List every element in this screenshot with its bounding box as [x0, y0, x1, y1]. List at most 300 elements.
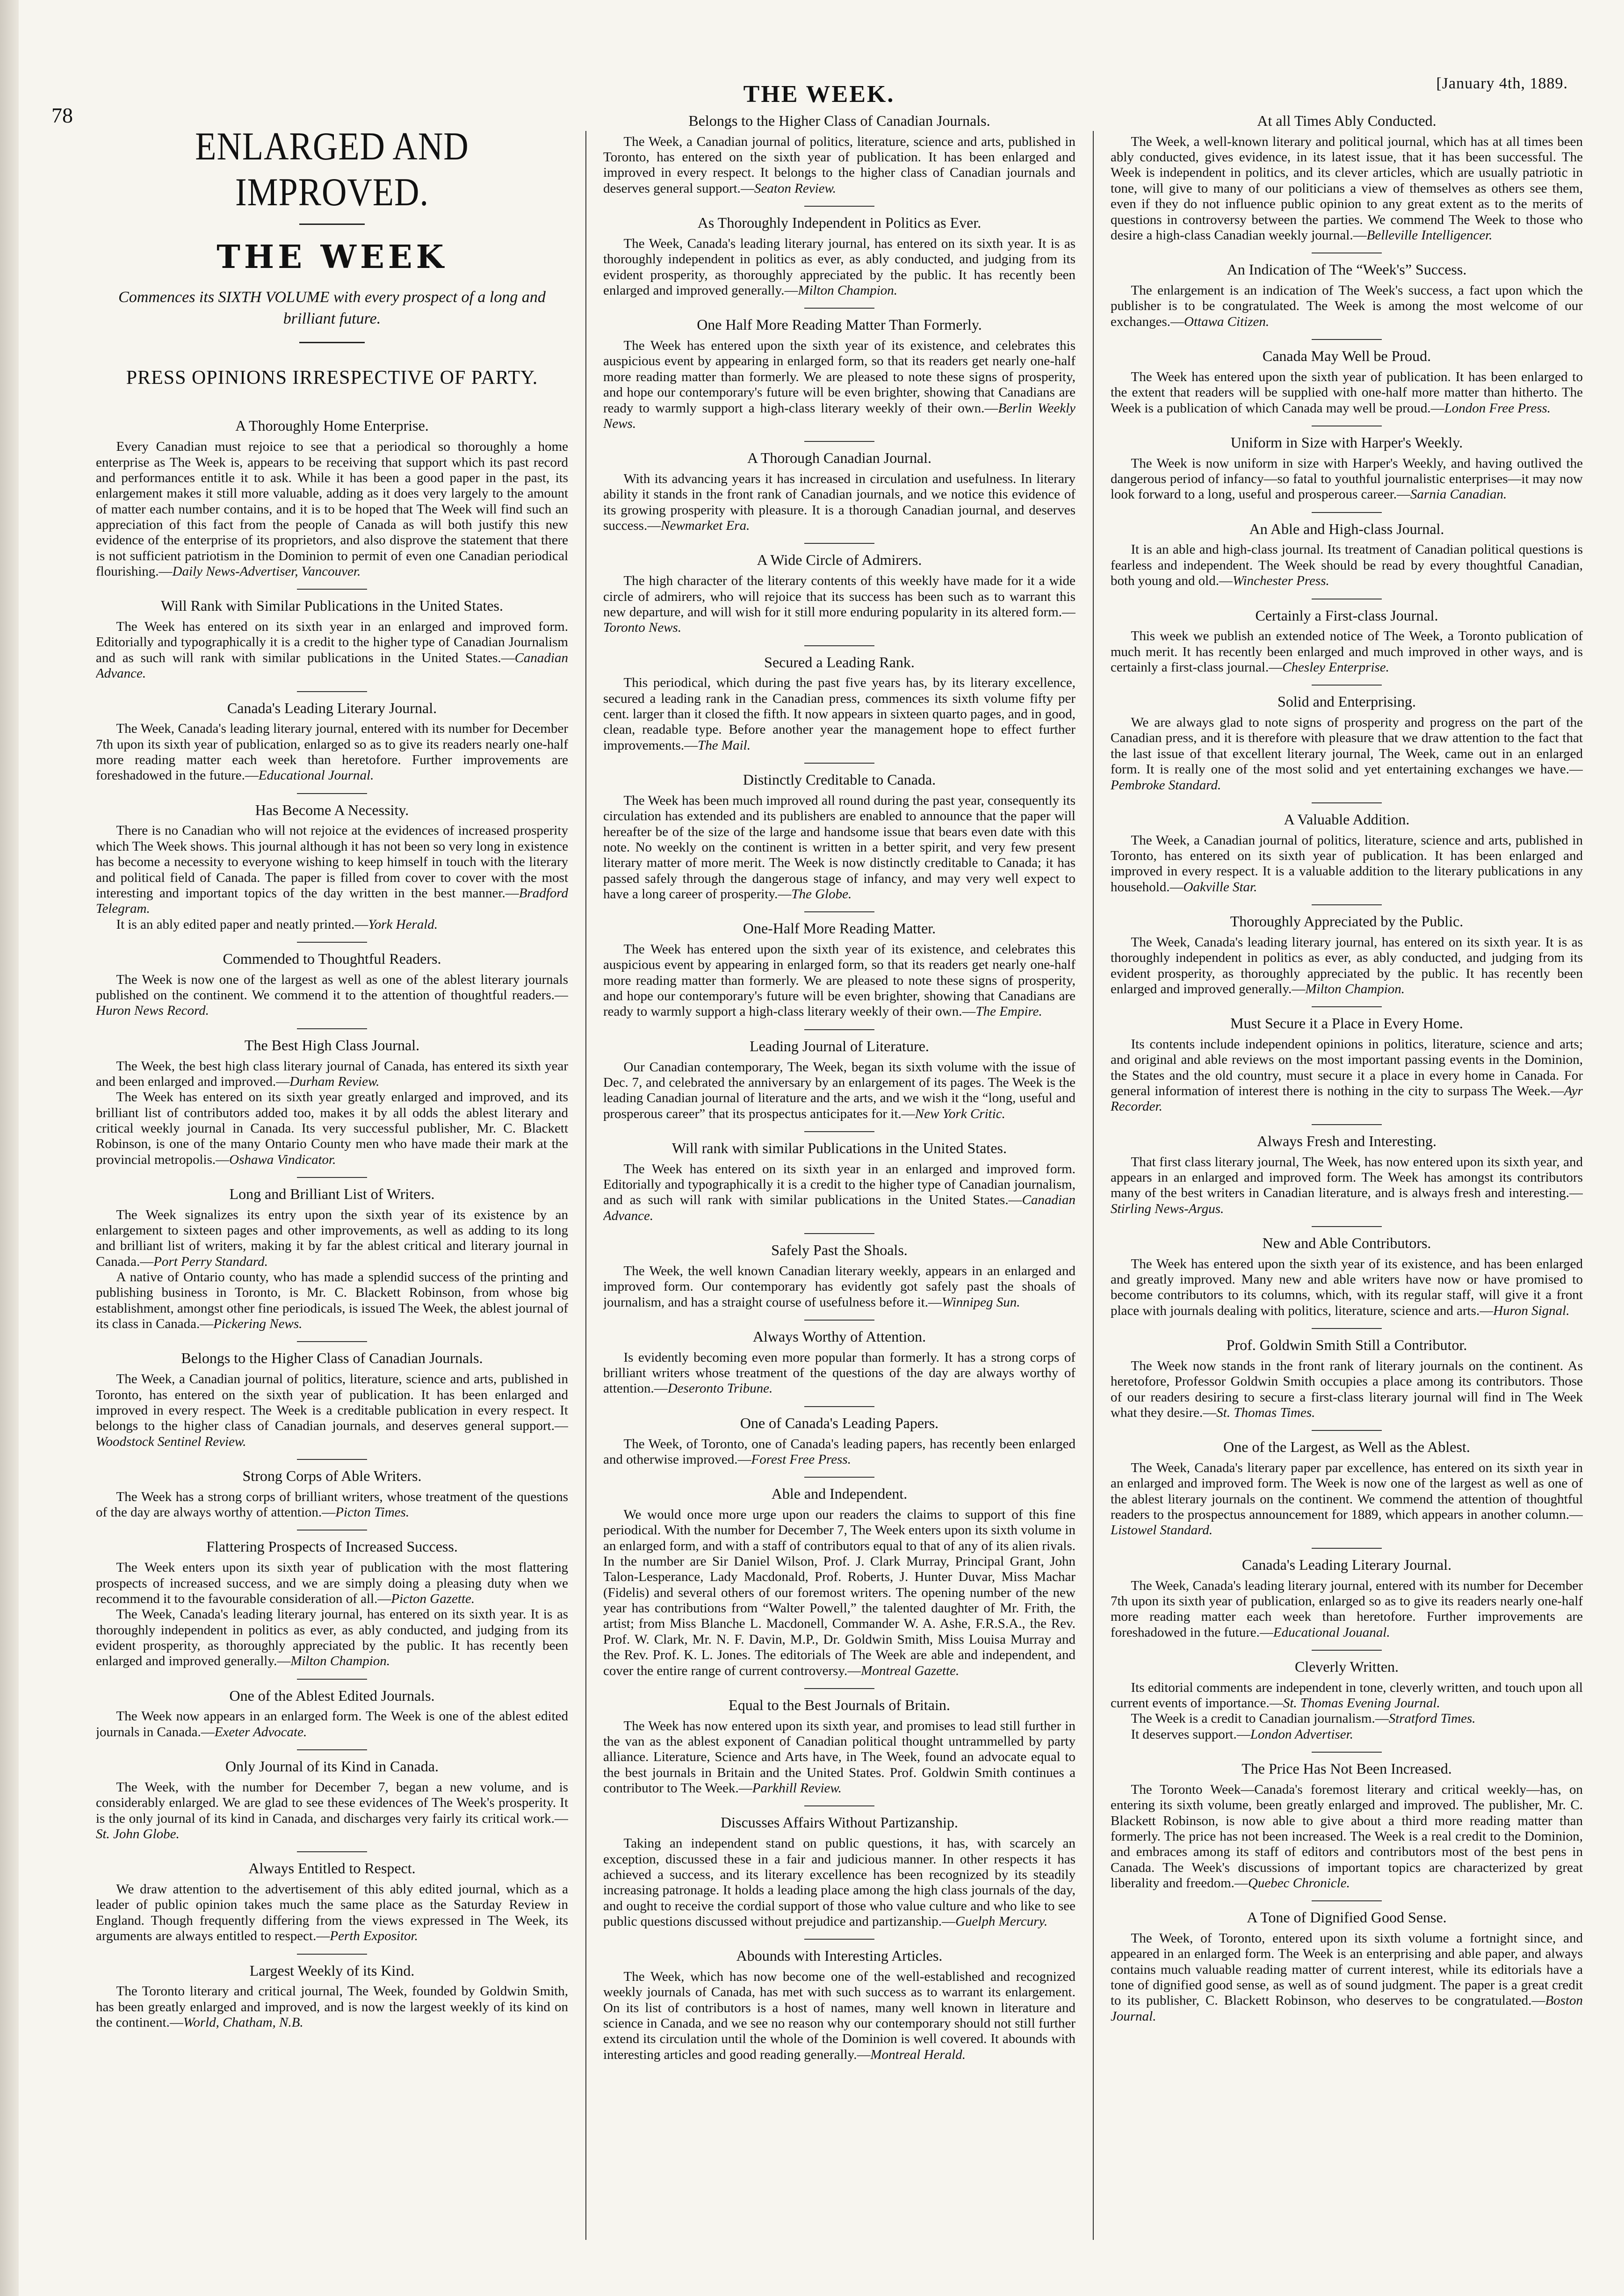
article: [603, 1485, 1075, 1679]
article-divider: [297, 1341, 367, 1342]
page-spine-shadow: [0, 0, 19, 2296]
article-headline: Abounds with Interesting Articles.: [736, 1947, 943, 1964]
article: [96, 801, 568, 932]
article-divider: [1312, 1006, 1382, 1007]
article-text: The Week has entered on its sixth year greatly enlarged and improved, and its brilliant list of contributors added too, makes it by all odds the ablest literary and critical weekly journal in Canada. Its very successful publisher, Mr. C. Blackett Robinson, is one of the many Ontario County men who have made their mark at the provincial metropolis.: [96, 1090, 568, 1167]
article-headline: Commended to Thoughtful Readers.: [223, 950, 441, 967]
article-divider: [297, 1530, 367, 1531]
article-body: The Week, Canada's leading literary journal, has entered on its sixth year. It is as thoroughly independent in politics as ever, as ably conducted, and judging from its evident prosperity, as thoroughly appreciated by the public. It has recently been enlarged and improved generally.—Milton Champion.: [96, 1607, 568, 1669]
enlarged-headline: ENLARGED AND IMPROVED.: [195, 124, 469, 215]
article-text: The Week has entered upon the sixth year of its existence, and celebrates this auspicious event by appearing in enlarged form, so that its readers get nearly one-half more reading matter than formerly. We are pleased to note these signs of prosperity, and hope our contemporary's future will be even brighter, showing that Canadians are ready to warmly support a high-class literary weekly of their own.: [603, 942, 1075, 1019]
article-source: New York Critic.: [915, 1106, 1005, 1121]
article-body: We are always glad to note signs of prosperity and progress on the part of the Canadian press, and it is therefore with pleasure that we draw attention to the fact that the last issue of that excellent literary journal, The Week, came out in an enlarged form. It is really one of the most solid and yet entertaining exchanges we have.—Pembroke Standard.: [1111, 715, 1583, 793]
article-source: St. Thomas Times.: [1216, 1405, 1315, 1420]
article-text: The Week, a Canadian journal of politics, literature, science and arts, published in Toronto, has entered on its sixth year of publication. It has been enlarged and improved in every respect. It is a valuable addition to the literary publications in any household.: [1111, 832, 1583, 895]
article-source: The Empire.: [975, 1004, 1042, 1019]
article-divider: [804, 1320, 874, 1321]
article: [603, 1814, 1075, 1929]
article-source: Milton Champion.: [290, 1653, 390, 1669]
the-week-wordmark: THE WEEK: [217, 238, 448, 276]
article-text: The Week, a well-known literary and political journal, which has at all times been ably conducted, gives evidence, in its latest issue, that it has been successful. The Week is independent in politics, and its clever articles, which are usually patriotic in tone, will give to many of our politicians a view of themselves as others see them, even if they do not influence public opinion to any great extent as to the merits of questions in controversy between the parties. We commend The Week to those who desire a high-class Canadian weekly journal.: [1111, 134, 1583, 243]
article-headline: Uniform in Size with Harper's Weekly.: [1230, 433, 1463, 451]
article-headline: Able and Independent.: [771, 1485, 908, 1502]
article: [603, 316, 1075, 432]
article-divider: [1312, 339, 1382, 340]
article-body: The Week has entered on its sixth year in an enlarged and improved form. Editorially and typographically it is a credit to the higher type of Canadian Journalism and as such will rank with similar publications in the United States.—Canadian Advance.: [96, 619, 568, 681]
article-text: The Week has now entered upon its sixth year, and promises to lead still further in the van as the ablest exponent of Canadian political thought untrammelled by party alliance. Literature, Science and Arts have, in The Week, found an advocate equal to the best journals in Britain and the United States. Prof. Goldwin Smith continues a contributor to The Week.: [603, 1718, 1075, 1796]
article: [1111, 693, 1583, 793]
article: [603, 654, 1075, 754]
article-headline: The Price Has Not Been Increased.: [1241, 1760, 1452, 1777]
article-divider: [804, 1805, 874, 1806]
article-source: Quebec Chronicle.: [1248, 1875, 1350, 1891]
article-divider: [297, 1851, 367, 1852]
article-source: Huron News Record.: [96, 1003, 209, 1018]
article-body: The Week, of Toronto, one of Canada's leading papers, has recently been enlarged and otherwise improved.—Forest Free Press.: [603, 1436, 1075, 1467]
article-source: Educational Journal.: [258, 768, 374, 783]
article-divider: [297, 589, 367, 590]
page-number: 78: [51, 103, 73, 127]
article-body: The Week now appears in an enlarged form. The Week is one of the ablest edited journals in Canada.—Exeter Advocate.: [96, 1709, 568, 1740]
article-headline: A Thorough Canadian Journal.: [747, 449, 931, 467]
article: [603, 1328, 1075, 1397]
article: [1111, 913, 1583, 997]
article-divider: [297, 1177, 367, 1178]
article: [96, 417, 568, 579]
article-text: We would once more urge upon our readers the claims to support of this fine periodical. With the number for December 7, The Week enters upon its sixth volume in an enlarged form, and with a staff of contributors equal to that of any of its alien rivals. In the number are Sir Daniel Wilson, Prof. J. Clark Murray, Principal Grant, John Talon-Lesperance, Lady Macdonald, Prof. Roberts, J. Hunter Duvar, Miss Machar (Fidelis) and several others of our foremost writers. The opening number of the new year has contributions from “Walter Powell,” the talented daughter of Mr. Frith, the artist; from Miss Blanche L. Macdonell, Commander W. A. Ashe, F.R.S.A., the Rev. Prof. W. Clark, Mr. N. F. Davin, M.P., Dr. Goldwin Smith, Miss Louisa Murray and the Rev. Prof. K. L. Jones. The editorials of The Week are able and independent, and cover the entire range of current controversy.: [603, 1507, 1075, 1678]
article: [603, 551, 1075, 635]
article-headline: Only Journal of its Kind in Canada.: [225, 1758, 439, 1775]
issue-date: [January 4th, 1889.: [1436, 75, 1568, 92]
article: [1111, 1760, 1583, 1891]
article-body: The Toronto literary and critical journal, The Week, founded by Goldwin Smith, has been greatly enlarged and improved, and is now the largest weekly of its kind on the continent.—World, Chatham, N.B.: [96, 1984, 568, 2030]
article-text: It deserves support.: [1131, 1726, 1237, 1742]
article-body: The Week has entered upon the sixth year of its existence, and celebrates this auspicious event by appearing in enlarged form, so that its readers get nearly one-half more reading matter than formerly. We are pleased to note these signs of prosperity, and hope our contemporary's future will be even brighter, showing that Canadians are ready to warmly support a high-class literary weekly of their own.—The Empire.: [603, 942, 1075, 1019]
article-text: The Week, Canada's leading literary journal, entered with its number for December 7th upon its sixth year of publication, enlarged so as to give its readers nearly one-half more reading matter each week than heretofore. Further improvements are foreshadowed in the future.: [1111, 1578, 1583, 1640]
article-source: London Advertiser.: [1250, 1726, 1354, 1742]
article-body: The Week, Canada's literary paper par excellence, has entered on its sixth year in an enlarged and improved form. The Week is now one of the largest as well as one of the ablest literary journals on the continent. We commend the attention of thoughtful readers to the prospectus announcement for 1889, which appears in another column.—Listowel Standard.: [1111, 1460, 1583, 1538]
article-divider: [297, 1679, 367, 1680]
article: [1111, 261, 1583, 330]
article-divider: [804, 1406, 874, 1407]
article-headline: The Best High Class Journal.: [244, 1036, 420, 1054]
article-divider: [804, 1688, 874, 1689]
article-headline: Belongs to the Higher Class of Canadian Journals.: [181, 1350, 483, 1367]
article: [1111, 434, 1583, 503]
article-body: The high character of the literary contents of this weekly have made for it a wide circle of admirers, who will rejoice that its success has been such as to warrant this new departure, and will wish for it still more enduring popularity in its altered form.—Toronto News.: [603, 573, 1075, 635]
article-divider: [297, 1954, 367, 1955]
column-2-articles: [603, 112, 1075, 2063]
article: [96, 1037, 568, 1168]
article-headline: Equal to the Best Journals of Britain.: [729, 1696, 950, 1713]
article: [603, 771, 1075, 902]
article-divider: [804, 1477, 874, 1478]
article-divider: [804, 308, 874, 309]
article-text: This week we publish an extended notice of The Week, a Toronto publication of much merit. It has recently been enlarged and much improved in other ways, and is certainly a first-class journal.: [1111, 628, 1583, 675]
column-rule: [585, 131, 586, 2240]
article-headline: Leading Journal of Literature.: [750, 1037, 929, 1054]
article-source: Stratford Times.: [1388, 1711, 1476, 1726]
article: [1111, 1438, 1583, 1538]
article-text: The enlargement is an indication of The Week's success, a fact upon which the publisher is to be congratulated. The Week is among the most welcome of our exchanges.: [1111, 283, 1583, 329]
article-text: It is an ably edited paper and neatly printed.: [116, 917, 355, 932]
article-body: A native of Ontario county, who has made a splendid success of the printing and publishing business in Toronto, is Mr. C. Blackett Robinson, from whose big establishment, amongst other fine periodicals, is issued The Week, the ablest journal of its class in Canada.—Pickering News.: [96, 1270, 568, 1332]
article-divider: [804, 441, 874, 442]
article-text: The Week, with the number for December 7, began a new volume, and is considerably enlarged. We are glad to see these evidences of The Week's prosperity. It is the only journal of its kind in Canada, and discharges very fairly its critical work.: [96, 1779, 568, 1826]
article-text: The Week, Canada's leading literary journal, has entered on its sixth year. It is as thoroughly independent in politics as ever, as ably conducted, and judging from its evident prosperity, as thoroughly appreciated by the public. It has recently been enlarged and improved generally.: [603, 236, 1075, 298]
article-text: The Week has entered upon the sixth year of its existence, and celebrates this auspicious event by appearing in enlarged form, so that its readers get nearly one-half more reading matter than formerly. We are pleased to note these signs of prosperity, and hope our contemporary's future will be even brighter, showing that Canadians are ready to warmly support a high-class literary weekly of their own.: [603, 338, 1075, 416]
article-text: The Week, the well known Canadian literary weekly, appears in an enlarged and improved form. Our contemporary has evidently got safely past the shoals of journalism, and has a straight course of usefulness before it.: [603, 1263, 1075, 1310]
article-body: The Week signalizes its entry upon the sixth year of its existence by an enlargement to sixteen pages and other improvements, as well as adding to its long and brilliant list of writers, making it by far the ablest critical and literary journal in Canada.—Port Perry Standard.: [96, 1207, 568, 1269]
article: [96, 1687, 568, 1740]
article: [96, 1538, 568, 1669]
article-text: Is evidently becoming even more popular than formerly. It has a strong corps of brilliant writers whose treatment of the questions of the day are always worthy of attention.: [603, 1350, 1075, 1396]
article-headline: Must Secure it a Place in Every Home.: [1230, 1015, 1463, 1032]
article: [603, 1415, 1075, 1467]
article: [1111, 811, 1583, 895]
article-text: The Week, Canada's literary paper par excellence, has entered on its sixth year in an enlarged and improved form. The Week is now one of the largest as well as one of the ablest literary journals on the continent. We commend the attention of thoughtful readers to the prospectus announcement for 1889, which appears in another column.: [1111, 1460, 1583, 1523]
article-source: St. Thomas Evening Journal.: [1283, 1696, 1440, 1711]
article-body: The Week, Canada's leading literary journal, has entered on its sixth year. It is as thoroughly independent in politics as ever, as ably conducted, and judging from its evident prosperity, as thoroughly appreciated by the public. It has recently been enlarged and improved generally.—Milton Champion.: [1111, 934, 1583, 996]
article-divider: [804, 1233, 874, 1234]
article-text: The Week has been much improved all round during the past year, consequently its circulation has extended and its publishers are enabled to announce that the paper will hereafter be of the size of the large and handsome issue that bears even date with this note. No weekly on the continent is written in a better spirit, and very few present literary matter of more merit. The Week is now distinctly creditable to Canada; it has passed safely through the dangerous stage of infancy, and may very well expect to have a long career of prosperity.: [603, 793, 1075, 902]
article-headline: Canada May Well be Proud.: [1262, 347, 1431, 365]
article-source: Montreal Gazette.: [861, 1663, 960, 1678]
article-source: Berlin Weekly News.: [603, 400, 1075, 431]
article-text: The Week, which has now become one of the well-established and recognized weekly journals of Canada, has met with such success as to warrant its enlargement. On its list of contributors is a host of names, many well known in literature and science in Canada, and we see no reason why our contemporary should not still further extend its circulation until the whole of the Dominion is well covered. It abounds with interesting articles and good reading generally.: [603, 1969, 1075, 2062]
article-body: The Week, Canada's leading literary journal, entered with its number for December 7th upon its sixth year of publication, enlarged so as to give its readers nearly one-half more reading matter each week than heretofore. Further improvements are foreshadowed in the future.—Educational Journal.: [96, 721, 568, 783]
article-text: The Week, the best high class literary journal of Canada, has entered its sixth year and been enlarged and improved.: [96, 1058, 568, 1089]
article-headline: As Thoroughly Independent in Politics as Ever.: [697, 214, 982, 231]
article-source: Educational Jouanal.: [1273, 1625, 1390, 1640]
article-divider: [297, 1459, 367, 1460]
article: [603, 1242, 1075, 1310]
article: [96, 1350, 568, 1450]
article-headline: An Indication of The “Week's” Success.: [1227, 261, 1467, 278]
section-heading: PRESS OPINIONS IRRESPECTIVE OF PARTY.: [126, 367, 538, 389]
article-text: Its editorial comments are independent in tone, cleverly written, and touch upon all current events of importance.: [1111, 1680, 1583, 1711]
article-source: Canadian Advance.: [603, 1192, 1075, 1223]
article-source: Pickering News.: [213, 1316, 303, 1332]
article-text: There is no Canadian who will not rejoice at the evidences of increased prosperity which The Week shows. This journal although it has not been so very long in existence has become a necessity to everyone wishing to keep himself in touch with the literary and political field of Canada. The paper is filled from cover to cover with the most interesting and important topics of the day written in the best manner.: [96, 823, 568, 901]
article-headline: A Wide Circle of Admirers.: [757, 551, 922, 569]
article-body: Every Canadian must rejoice to see that a periodical so thoroughly a home enterprise as The Week is, appears to be receiving that support which its past record and performances entitle it to ask. While it has been a good paper in the past, its enlargement makes it still more valuable, adding as it does very largely to the amount of matter each number contains, and it is to be hoped that The Week will find such an appreciation of this fact from the people of Canada as will both justify this new evidence of the enterprise of its proprietors, and also disprove the statement that there is not sufficient patriotism in the Dominion to permit of even one Canadian periodical flourishing.—Daily News-Advertiser, Vancouver.: [96, 439, 568, 579]
article: [96, 1962, 568, 2031]
article-source: Milton Champion.: [1305, 981, 1405, 996]
article-body: It is an able and high-class journal. Its treatment of Canadian political questions is fearless and independent. The Week should be read by every thoughtful Canadian, both young and old.—Winchester Press.: [1111, 542, 1583, 589]
article-headline: Always Entitled to Respect.: [248, 1860, 416, 1877]
article-headline: Long and Brilliant List of Writers.: [229, 1185, 435, 1202]
article-divider: [297, 793, 367, 794]
article-source: Belleville Intelligencer.: [1366, 227, 1493, 243]
article-body: It is an ably edited paper and neatly printed.—York Herald.: [116, 917, 438, 932]
article-headline: Distinctly Creditable to Canada.: [743, 771, 936, 788]
article: [1111, 1556, 1583, 1640]
article-divider: [804, 1939, 874, 1940]
article-text: The Week, a Canadian journal of politics, literature, science and arts, published in Toronto, has entered on the sixth year of publication. It has been enlarged and improved in every respect. It belongs to the higher class of Canadian journals and deserves general support.: [603, 134, 1075, 196]
article: [603, 449, 1075, 534]
article-text: It is an able and high-class journal. Its treatment of Canadian political questions is fearless and independent. The Week should be read by every thoughtful Canadian, both young and old.: [1111, 542, 1583, 589]
article-source: Picton Times.: [335, 1505, 410, 1520]
article-headline: Thoroughly Appreciated by the Public.: [1230, 913, 1464, 930]
article-headline: Discusses Affairs Without Partizanship.: [721, 1814, 958, 1831]
article-source: Picton Gazette.: [391, 1591, 475, 1606]
article-headline: One Half More Reading Matter Than Formerly.: [697, 316, 982, 333]
article-text: Every Canadian must rejoice to see that a periodical so thoroughly a home enterprise as The Week is, appears to be receiving that support which its past record and performances entitle it to ask. While it has been a good paper in the past, its enlargement makes it still more valuable, adding as it does very largely to the amount of matter each number contains, and it is to be hoped that The Week will find such an appreciation of this fact from the people of Canada as will both justify this new evidence of the enterprise of its proprietors, and also disprove the statement that there is not sufficient patriotism in the Dominion to permit of even one Canadian periodical flourishing.: [96, 439, 568, 579]
article: [96, 1185, 568, 1332]
article: [96, 1758, 568, 1842]
article-headline: Has Become A Necessity.: [255, 801, 409, 818]
article-text: The Toronto literary and critical journal, The Week, founded by Goldwin Smith, has been greatly enlarged and improved, and is now the largest weekly of its kind on the continent.: [96, 1984, 568, 2030]
article-text: The Week now stands in the front rank of literary journals on the continent. As heretofore, Professor Goldwin Smith occupies a place among its contributors. Those of our readers desiring to secure a first-class literary journal will find in The Week what they desire.: [1111, 1358, 1583, 1420]
article-headline: Always Fresh and Interesting.: [1257, 1132, 1436, 1149]
article-source: Exeter Advocate.: [214, 1724, 307, 1740]
article: [603, 1947, 1075, 2063]
article-body: The Week has now entered upon its sixth year, and promises to lead still further in the van as the ablest exponent of Canadian political thought untrammelled by party alliance. Literature, Science and Arts have, in The Week, found an advocate equal to the best journals in Britain and the United States. Prof. Goldwin Smith continues a contributor to The Week.—Parkhill Review.: [603, 1718, 1075, 1796]
masthead-tagline: Commences its SIXTH VOLUME with every prospect of a long and brilliant future.: [118, 289, 546, 328]
article-source: Oakville Star.: [1183, 879, 1257, 895]
article-headline: Solid and Enterprising.: [1278, 693, 1416, 710]
article-text: That first class literary journal, The Week, has now entered upon its sixth year, and appears in an enlarged and improved form. The Week has amongst its contributors many of the best writers in Canadian literature, and is always fresh and interesting.: [1111, 1154, 1583, 1201]
article-source: Winchester Press.: [1233, 573, 1329, 589]
article-body: The Week has entered upon the sixth year of its existence, and has been enlarged and greatly improved. Many new and able writers have now or have promised to become contributors to its columns, which, with its regular staff, will give it a front place with journals dealing with politics, literature, science and arts.—Huron Signal.: [1111, 1256, 1583, 1318]
article-divider: [804, 1029, 874, 1030]
article-text: Taking an independent stand on public questions, it has, with scarcely an exception, discussed these in a fair and judicious manner. In other respects it has achieved a success, and its literary excellence has been recognized by its steadily increasing patronage. It holds a leading place among the high class journals of the day, and ought to receive the cordial support of those who value culture and who like to see public questions discussed without prejudice and partizanship.: [603, 1836, 1075, 1929]
article-divider: [1312, 685, 1382, 686]
article-divider: [804, 911, 874, 912]
article-headline: A Valuable Addition.: [1284, 810, 1410, 828]
article-source: The Mail.: [698, 737, 751, 753]
article-headline: Certainly a First-class Journal.: [1255, 606, 1438, 624]
article-divider: [1312, 1650, 1382, 1651]
article: [1111, 112, 1583, 243]
article: [603, 214, 1075, 298]
article-headline: Will Rank with Similar Publications in the United States.: [161, 597, 503, 614]
column-2: [603, 108, 1075, 2245]
article: [603, 112, 1075, 196]
article-divider: [297, 1028, 367, 1029]
article-source: Winnipeg Sun.: [942, 1294, 1020, 1310]
article-text: The high character of the literary contents of this weekly have made for it a wide circle of admirers, who will rejoice that its success has been such as to warrant this new departure, and will wish for it still more enduring popularity in its altered form.: [603, 573, 1075, 620]
article-source: Milton Champion.: [798, 283, 897, 298]
article-text: The Week enters upon its sixth year of publication with the most flattering prospects of increased success, and we are simply doing a pleasing duty when we recommend it to the favourable consideration of all.: [96, 1560, 568, 1606]
article-text: The Week now appears in an enlarged form. The Week is one of the ablest edited journals in Canada.: [96, 1709, 568, 1740]
article-body: The Week, with the number for December 7, began a new volume, and is considerably enlarged. We are glad to see these evidences of The Week's prosperity. It is the only journal of its kind in Canada, and discharges very fairly its critical work.—St. John Globe.: [96, 1779, 568, 1841]
article-source: Canadian Advance.: [96, 650, 568, 681]
article-headline: Prof. Goldwin Smith Still a Contributor.: [1226, 1336, 1467, 1354]
article-body: This periodical, which during the past five years has, by its literary excellence, secured a leading rank in the Canadian press, commences its sixth volume fifty per cent. larger than it closed the fifth. It now appears in sixteen quarto pages, and in good, clean, readable type. Before another year the management hope to effect further improvements.—The Mail.: [603, 675, 1075, 753]
article-text: The Week, Canada's leading literary journal, has entered on its sixth year. It is as thoroughly independent in politics as ever, as ably conducted, and judging from its evident prosperity, as thoroughly appreciated by the public. It has recently been enlarged and improved generally.: [96, 1607, 568, 1669]
article-divider: [1312, 904, 1382, 905]
article-headline: Canada's Leading Literary Journal.: [1241, 1556, 1452, 1573]
article-divider: [1312, 802, 1382, 803]
article-headline: Will rank with similar Publications in the United States.: [672, 1139, 1007, 1156]
article-divider: [297, 1749, 367, 1750]
article-headline: Always Worthy of Attention.: [752, 1328, 926, 1345]
article: [1111, 1133, 1583, 1217]
article-body: Its editorial comments are independent in tone, cleverly written, and touch upon all current events of importance.—St. Thomas Evening Journal.: [1111, 1680, 1583, 1711]
article-divider: [1312, 1548, 1382, 1549]
article-body: The enlargement is an indication of The Week's success, a fact upon which the publisher is to be congratulated. The Week is among the most welcome of our exchanges.—Ottawa Citizen.: [1111, 283, 1583, 329]
article: [603, 1140, 1075, 1224]
article-source: Chesley Enterprise.: [1282, 660, 1389, 675]
article-source: York Herald.: [368, 917, 438, 932]
article: [603, 920, 1075, 1020]
article-body: The Week, the best high class literary journal of Canada, has entered its sixth year and been enlarged and improved.—Durham Review.: [96, 1058, 568, 1089]
article-body: The Week is a credit to Canadian journalism.—Stratford Times.: [1131, 1711, 1476, 1726]
article: [1111, 1015, 1583, 1115]
article-body: With its advancing years it has increased in circulation and usefulness. In literary ability it stands in the front rank of Canadian journals, and we notice this evidence of its growing prosperity with pleasure. It is a thorough Canadian journal, and deserves success.—Newmarket Era.: [603, 471, 1075, 534]
article-text: The Week is now uniform in size with Harper's Weekly, and having outlived the dangerous period of infancy—so fatal to youthful journalistic enterprises—it may now look forward to a long, useful and prosperous career.: [1111, 455, 1583, 502]
article-source: Boston Journal.: [1111, 1993, 1583, 2024]
article-source: Ottawa Citizen.: [1184, 314, 1270, 329]
article-body: The Week has a strong corps of brilliant writers, whose treatment of the questions of the day are always worthy of attention.—Picton Times.: [96, 1489, 568, 1520]
article: [1111, 1336, 1583, 1421]
article: [1111, 1235, 1583, 1319]
article-body: The Week is now one of the largest as well as one of the ablest literary journals published on the continent. We commend it to the attention of thoughtful readers.—Huron News Record.: [96, 972, 568, 1018]
article-body: The Toronto Week—Canada's foremost literary and critical weekly—has, on entering its sixth volume, been greatly enlarged and improved. The publisher, Mr. C. Blackett Robinson, is now able to give about a third more reading matter than formerly. The price has not been increased. The Week is a real credit to the Dominion, and embraces among its staff of editors and contributors most of the best pens in Canada. The Week's discussions of important topics are characterized by great liberality and freedom.—Quebec Chronicle.: [1111, 1782, 1583, 1891]
article-text: We are always glad to note signs of prosperity and progress on the part of the Canadian press, and it is therefore with pleasure that we draw attention to the fact that the last issue of that excellent literary journal, The Week, came out in an enlarged form. It is really one of the most solid and yet entertaining exchanges we have.: [1111, 715, 1583, 777]
article-divider: [297, 942, 367, 943]
article: [603, 1038, 1075, 1122]
article-text: The Week has entered on its sixth year in an enlarged and improved form. Editorially and typographically it is a credit to the higher type of Canadian Journalism and as such will rank with similar publications in the United States.: [96, 619, 568, 665]
article-headline: One-Half More Reading Matter.: [743, 920, 936, 937]
article-text: This periodical, which during the past five years has, by its literary excellence, secured a leading rank in the Canadian press, commences its sixth volume fifty per cent. larger than it closed the fifth. It now appears in sixteen quarto pages, and in good, clean, readable type. Before another year the management hope to effect further improvements.: [603, 675, 1075, 753]
article-headline: An Able and High-class Journal.: [1249, 520, 1444, 537]
article-body: The Week has entered upon the sixth year of publication. It has been enlarged to the extent that readers will be supplied with one-half more matter than hitherto. The Week is a publication of which Canada may well be proud.—London Free Press.: [1111, 369, 1583, 416]
article-divider: [297, 691, 367, 692]
article-body: That first class literary journal, The Week, has now entered upon its sixth year, and appears in an enlarged and improved form. The Week has amongst its contributors many of the best writers in Canadian literature, and is always fresh and interesting.—Stirling News-Argus.: [1111, 1154, 1583, 1216]
article-source: Oshawa Vindicator.: [229, 1152, 336, 1167]
article-source: Port Perry Standard.: [153, 1254, 268, 1269]
article-source: Toronto News.: [603, 620, 682, 635]
article-source: Huron Signal.: [1493, 1303, 1570, 1318]
masthead: [96, 124, 568, 389]
article-headline: New and Able Contributors.: [1262, 1234, 1431, 1251]
article: [96, 597, 568, 681]
column-1: [96, 108, 568, 2245]
article-text: The Week has a strong corps of brilliant writers, whose treatment of the questions of the day are always worthy of attention.: [96, 1489, 568, 1520]
article-headline: Cleverly Written.: [1294, 1658, 1399, 1675]
article-headline: One of the Ablest Edited Journals.: [229, 1687, 435, 1704]
article-body: The Week, Canada's leading literary journal, has entered on its sixth year. It is as thoroughly independent in politics as ever, as ably conducted, and judging from its evident prosperity, as thoroughly appreciated by the public. It has recently been enlarged and improved generally.—Milton Champion.: [603, 236, 1075, 298]
article-body: Is evidently becoming even more popular than formerly. It has a strong corps of brilliant writers whose treatment of the questions of the day are always worthy of attention.—Deseronto Tribune.: [603, 1350, 1075, 1396]
article-source: Perth Expositor.: [330, 1928, 418, 1944]
article-headline: One of Canada's Leading Papers.: [740, 1414, 939, 1431]
article-divider: [1312, 1430, 1382, 1431]
article-body: It deserves support.—London Advertiser.: [1131, 1726, 1354, 1742]
article-text: The Week has entered on its sixth year in an enlarged and improved form. Editorially and typographically it is a credit to the higher type of Canadian journalism, and as such will rank with similar publications in the United States.: [603, 1161, 1075, 1208]
article-headline: Safely Past the Shoals.: [771, 1242, 908, 1259]
article-source: Durham Review.: [289, 1074, 380, 1089]
article-body: Our Canadian contemporary, The Week, began its sixth volume with the issue of Dec. 7, and celebrated the anniversary by an enlargement of its pages. The Week is the leading Canadian journal of literature and the arts, and we wish it the “long, useful and prosperous career” that its prospectus anticipates for it.—New York Critic.: [603, 1059, 1075, 1121]
article-text: The Week is now one of the largest as well as one of the ablest literary journals published on the continent. We commend it to the attention of thoughtful readers.: [96, 972, 568, 1003]
article-source: The Globe.: [791, 886, 852, 902]
article-headline: At all Times Ably Conducted.: [1257, 112, 1436, 129]
article-source: Newmarket Era.: [661, 518, 750, 534]
article: [1111, 1909, 1583, 2024]
article-text: The Week has entered upon the sixth year of publication. It has been enlarged to the extent that readers will be supplied with one-half more matter than hitherto. The Week is a publication of which Canada may well be proud.: [1111, 369, 1583, 416]
article: [96, 1467, 568, 1520]
article-divider: [804, 206, 874, 207]
article-body: The Week, a Canadian journal of politics, literature, science and arts, published in Toronto, has entered on its sixth year of publication. It has been enlarged and improved in every respect. It is a valuable addition to the literary publications in any household.—Oakville Star.: [1111, 832, 1583, 895]
article-divider: [804, 645, 874, 646]
article-headline: Canada's Leading Literary Journal.: [227, 699, 437, 716]
article-headline: A Tone of Dignified Good Sense.: [1247, 1909, 1447, 1926]
article-source: Sarnia Canadian.: [1410, 487, 1507, 502]
article-headline: One of the Largest, as Well as the Ablest.: [1223, 1438, 1470, 1456]
article-body: We draw attention to the advertisement of this ably edited journal, which as a leader of public opinion takes much the same place as the Saturday Review in England. Though frequently differing from the views expressed in The Week, its arguments are always entitled to respect.—Perth Expositor.: [96, 1882, 568, 1944]
article-text: The Week, of Toronto, one of Canada's leading papers, has recently been enlarged and otherwise improved.: [603, 1436, 1075, 1467]
article-text: Our Canadian contemporary, The Week, began its sixth volume with the issue of Dec. 7, and celebrated the anniversary by an enlargement of its pages. The Week is the leading Canadian journal of literature and the arts, and we wish it the “long, useful and prosperous career” that its prospectus anticipates for it.: [603, 1059, 1075, 1121]
article-headline: Largest Weekly of its Kind.: [249, 1962, 415, 1979]
article-text: With its advancing years it has increased in circulation and usefulness. In literary ability it stands in the front rank of Canadian journals, and we notice this evidence of its growing prosperity with pleasure. It is a thorough Canadian journal, and deserves success.: [603, 471, 1075, 534]
column-1-articles: [96, 417, 568, 2030]
article-source: Stirling News-Argus.: [1111, 1201, 1224, 1216]
article-text: The Week is a credit to Canadian journalism.: [1131, 1711, 1375, 1726]
article-source: Guelph Mercury.: [955, 1913, 1048, 1929]
article-text: Its contents include independent opinions in politics, literature, science and arts; and original and able reviews on the most important passing events in the Dominion, the States and the old country, must secure it a place in every home in Canada. For general information of interest there is nothing in the city to surpass The Week.: [1111, 1037, 1583, 1099]
article: [96, 700, 568, 784]
divider: [299, 224, 365, 225]
article-source: Listowel Standard.: [1111, 1523, 1213, 1538]
article-text: The Week has entered upon the sixth year of its existence, and has been enlarged and greatly improved. Many new and able writers have now or have promised to become contributors to its columns, which, with its regular staff, will give it a front place with journals dealing with politics, literature, science and arts.: [1111, 1256, 1583, 1318]
article-divider: [804, 1131, 874, 1132]
article-headline: Secured a Leading Rank.: [764, 653, 915, 671]
article-source: Montreal Herald.: [870, 2047, 966, 2062]
article-body: There is no Canadian who will not rejoice at the evidences of increased prosperity which The Week shows. This journal although it has not been so very long in existence has become a necessity to everyone wishing to keep himself in touch with the literary and political field of Canada. The paper is filled from cover to cover with the most interesting and important topics of the day written in the best manner.—Bradford Telegram.: [96, 823, 568, 917]
article-divider: [804, 543, 874, 544]
article-source: Pembroke Standard.: [1111, 777, 1221, 793]
article-body: The Week, of Toronto, entered upon its sixth volume a fortnight since, and appeared in an enlarged form. The Week is an enterprising and able paper, and always contains much valuable reading matter of current interest, while its editorials have a tone of dignified good sense, as well as of sound judgment. The paper is a great credit to its publisher, C. Blackett Robinson, who deserves to be congratulated.—Boston Journal.: [1111, 1931, 1583, 2024]
article-body: The Week now stands in the front rank of literary journals on the continent. As heretofore, Professor Goldwin Smith occupies a place among its contributors. Those of our readers desiring to secure a first-class literary journal will find in The Week what they desire.—St. Thomas Times.: [1111, 1358, 1583, 1420]
article-body: The Week has entered on its sixth year greatly enlarged and improved, and its brilliant list of contributors added too, makes it by all odds the ablest literary and critical weekly journal in Canada. Its very successful publisher, Mr. C. Blackett Robinson, is one of the many Ontario County men who have made their mark at the provincial metropolis.—Oshawa Vindicator.: [96, 1090, 568, 1167]
article-source: World, Chatham, N.B.: [183, 2014, 303, 2030]
article-text: The Week, of Toronto, entered upon its sixth volume a fortnight since, and appeared in an enlarged form. The Week is an enterprising and able paper, and always contains much valuable reading matter of current interest, while its editorials have a tone of dignified good sense, as well as of sound judgment. The paper is a great credit to its publisher, C. Blackett Robinson, who deserves to be congratulated.: [1111, 1931, 1583, 2008]
article-body: The Week, a Canadian journal of politics, literature, science and arts, published in Toronto, has entered on the sixth year of publication. It has been enlarged and improved in every respect. It belongs to the higher class of Canadian journals and deserves general support.—Seaton Review.: [603, 134, 1075, 196]
article-text: The Week signalizes its entry upon the sixth year of its existence by an enlargement to sixteen pages and other improvements, as well as adding to its long and brilliant list of writers, making it by far the ablest critical and literary journal in Canada.: [96, 1207, 568, 1269]
column-rule: [1093, 131, 1094, 2240]
column-3-articles: [1111, 112, 1583, 2024]
article-divider: [1312, 1124, 1382, 1125]
article-body: The Week, a well-known literary and political journal, which has at all times been ably conducted, gives evidence, in its latest issue, that it has been successful. The Week is independent in politics, and its clever articles, which are usually patriotic in tone, will give to many of our politicians a view of themselves as others see them, even if they do not influence public opinion to any great extent as to the merits of questions in controversy between the parties. We commend The Week to those who desire a high-class Canadian weekly journal.—Belleville Intelligencer.: [1111, 134, 1583, 243]
column-3: [1111, 108, 1583, 2245]
article-source: Ayr Recorder.: [1111, 1083, 1583, 1114]
article-divider: [1312, 1226, 1382, 1227]
divider: [299, 342, 365, 343]
article-divider: [1312, 512, 1382, 513]
article-source: Forest Free Press.: [751, 1451, 851, 1467]
article: [96, 1860, 568, 1944]
article-body: The Week has entered upon the sixth year of its existence, and celebrates this auspicious event by appearing in enlarged form, so that its readers get nearly one-half more reading matter than formerly. We are pleased to note these signs of prosperity, and hope our contemporary's future will be even brighter, showing that Canadians are ready to warmly support a high-class literary weekly of their own.—Berlin Weekly News.: [603, 338, 1075, 431]
article: [96, 950, 568, 1019]
article-body: This week we publish an extended notice of The Week, a Toronto publication of much merit. It has recently been enlarged and much improved in other ways, and is certainly a first-class journal.—Chesley Enterprise.: [1111, 628, 1583, 675]
article-body: The Week, Canada's leading literary journal, entered with its number for December 7th upon its sixth year of publication, enlarged so as to give its readers nearly one-half more reading matter each week than heretofore. Further improvements are foreshadowed in the future.—Educational Jouanal.: [1111, 1578, 1583, 1640]
article: [1111, 520, 1583, 589]
article-text: The Week, Canada's leading literary journal, entered with its number for December 7th upon its sixth year of publication, enlarged so as to give its readers nearly one-half more reading matter each week than heretofore. Further improvements are foreshadowed in the future.: [96, 721, 568, 783]
article-divider: [1312, 1328, 1382, 1329]
article-headline: Flattering Prospects of Increased Success.: [206, 1538, 458, 1555]
article-source: Parkhill Review.: [752, 1781, 842, 1796]
article-divider: [804, 763, 874, 764]
article-text: We draw attention to the advertisement of this ably edited journal, which as a leader of public opinion takes much the same place as the Saturday Review in England. Though frequently differing from the views expressed in The Week, its arguments are always entitled to respect.: [96, 1882, 568, 1944]
article-headline: Belongs to the Higher Class of Canadian Journals.: [688, 112, 990, 129]
article-source: Bradford Telegram.: [96, 885, 568, 917]
article-text: The Week, a Canadian journal of politics, literature, science and arts, published in Toronto, has entered on the sixth year of publication. It has been enlarged and improved in every respect. The Week is a creditable publication in every respect. It belongs to the higher class of Canadian journals, and deserves general support.: [96, 1372, 568, 1434]
article-body: We would once more urge upon our readers the claims to support of this fine periodical. With the number for December 7, The Week enters upon its sixth volume in an enlarged form, and with a staff of contributors equal to that of any of its alien rivals. In the number are Sir Daniel Wilson, Prof. J. Clark Murray, Principal Grant, John Talon-Lesperance, Lady Macdonald, Prof. Roberts, J. Hunter Duvar, Miss Machar (Fidelis) and several others of our foremost writers. The opening number of the new year has contributions from “Walter Powell,” the talented daughter of Mr. Frith, the artist; from Miss Blanche L. Macdonell, Commander W. A. Ashe, F.R.S.A., the Rev. Prof. W. Clark, Mr. N. F. Davin, M.P., Dr. Goldwin Smith, Miss Louisa Murray and the Rev. Prof. K. L. Jones. The editorials of The Week are able and independent, and cover the entire range of current controversy.—Montreal Gazette.: [603, 1507, 1075, 1678]
article-source: Seaton Review.: [754, 181, 836, 196]
article-body: The Week, the well known Canadian literary weekly, appears in an enlarged and improved form. Our contemporary has evidently got safely past the shoals of journalism, and has a straight course of usefulness before it.—Winnipeg Sun.: [603, 1263, 1075, 1310]
